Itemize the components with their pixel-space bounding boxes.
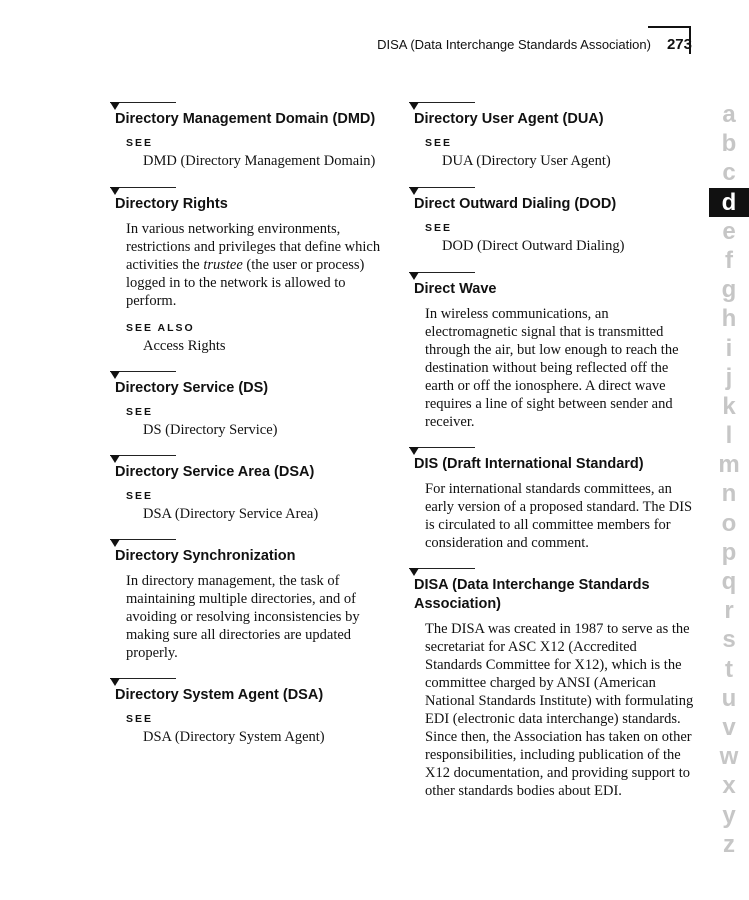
cross-reference: DOD (Direct Outward Dialing) [442, 238, 625, 254]
thumb-index-letter-f: f [725, 246, 733, 274]
thumb-index-letter-u: u [721, 684, 737, 712]
thumb-index-letter-g: g [721, 276, 737, 304]
entry-marker-icon [409, 272, 475, 273]
glossary-entry [110, 102, 400, 170]
thumb-index-letter-e: e [722, 217, 736, 245]
entry-definition: In various networking environments, restrictions and privileges that define which activities the trustee (the user or process) logged in to the network is allowed to perform. [126, 221, 381, 309]
cross-reference: DSA (Directory System Agent) [143, 729, 325, 745]
thumb-index-letter-s: s [722, 626, 736, 654]
thumb-index-letter-t: t [725, 655, 733, 683]
entry-title: DIS (Draft International Standard) [414, 456, 644, 472]
entry-marker-icon [110, 102, 176, 103]
entry-definition: For international standards committees, an early version of a proposed standard. The DIS is circulated to all committee members for consideration and comment. [425, 481, 693, 551]
emphasis-term: trustee [203, 257, 243, 273]
thumb-index [709, 100, 749, 859]
entry-title: Directory Synchronization [115, 548, 296, 564]
see-label: SEE [425, 137, 453, 149]
thumb-index-letter-l: l [725, 422, 733, 450]
thumb-index-letter-z: z [723, 830, 735, 858]
thumb-index-letter-b: b [721, 130, 737, 158]
see-label: SEE [126, 406, 154, 418]
thumb-index-letter-d: d [709, 188, 749, 217]
see-label: SEE [126, 713, 154, 725]
entry-marker-icon [409, 102, 475, 103]
entry-marker-icon [110, 539, 176, 540]
glossary-entry [409, 568, 699, 800]
entry-definition: The DISA was created in 1987 to serve as the secretariat for ASC X12 (Accredited Standards Committee for X12), which is the committee charged by ANSI (American National Standards Institute) with formulating EDI (electronic data interchange) standards. Since then, the Association has taken on other responsibilities, including publication of the X12 documentation, and providing support to other standards bodies about EDI. [425, 621, 694, 799]
glossary-entry [409, 272, 699, 431]
entry-marker-icon [409, 187, 475, 188]
glossary-entry [110, 678, 400, 746]
right-column [409, 102, 699, 800]
header-rule [648, 26, 691, 54]
thumb-index-letter-q: q [721, 568, 737, 595]
entry-title: Directory Service Area (DSA) [115, 464, 315, 480]
thumb-index-letter-y: y [722, 801, 736, 829]
see-label: SEE [425, 222, 453, 234]
running-header [377, 36, 692, 53]
glossary-entry [409, 187, 699, 255]
entry-marker-icon [110, 187, 176, 188]
cross-reference: DMD (Directory Management Domain) [143, 153, 376, 169]
entry-marker-icon [409, 447, 475, 448]
thumb-index-letter-m: m [718, 451, 740, 479]
see-label: SEE [126, 490, 154, 502]
thumb-index-letter-j: j [725, 363, 733, 391]
glossary-entry [409, 102, 699, 170]
thumb-index-letter-c: c [722, 159, 736, 187]
entry-title: Direct Outward Dialing (DOD) [414, 196, 617, 212]
thumb-index-letter-v: v [722, 713, 736, 741]
thumb-index-letter-h: h [721, 305, 737, 333]
entry-marker-icon [409, 568, 475, 569]
entry-title: Directory Service (DS) [115, 380, 269, 396]
entry-title: Directory Rights [115, 196, 228, 212]
thumb-index-letter-a: a [722, 101, 736, 128]
glossary-entry [409, 447, 699, 552]
glossary-entry [110, 371, 400, 439]
entry-marker-icon [110, 371, 176, 372]
glossary-entry [110, 455, 400, 523]
entry-title: DISA (Data Interchange Standards Association) [414, 577, 650, 612]
thumb-index-letter-x: x [722, 772, 736, 800]
thumb-index-letter-w: w [719, 743, 739, 771]
cross-reference: DSA (Directory Service Area) [143, 506, 319, 522]
entry-title: Direct Wave [414, 281, 497, 297]
entry-title: Directory System Agent (DSA) [115, 687, 324, 703]
see-label: SEE [126, 137, 154, 149]
thumb-index-letter-n: n [721, 480, 737, 508]
entry-definition: In wireless communications, an electromagnetic signal that is transmitted through the air, but low enough to reach the destination without being reflected off the earth or off the ionosphere. A direct wave requires a line of sight between sender and receiver. [425, 306, 679, 430]
see-also-label: SEE ALSO [126, 322, 195, 334]
entry-marker-icon [110, 678, 176, 679]
entry-definition: In directory management, the task of maintaining multiple directories, and of avoiding or resolving inconsistencies by making sure all directories are updated properly. [126, 573, 360, 661]
entry-title: Directory Management Domain (DMD) [115, 111, 376, 127]
thumb-index-letter-p: p [721, 538, 737, 566]
entry-marker-icon [110, 455, 176, 456]
left-column [110, 102, 400, 746]
cross-reference: DS (Directory Service) [143, 422, 278, 438]
running-header-title: DISA (Data Interchange Standards Association) [377, 37, 651, 52]
glossary-entry [110, 187, 400, 355]
thumb-index-letter-r: r [724, 597, 734, 625]
page-number: 273 [666, 36, 692, 53]
entry-title: Directory User Agent (DUA) [414, 111, 604, 127]
cross-reference: DUA (Directory User Agent) [442, 153, 611, 169]
cross-reference: Access Rights [143, 338, 226, 354]
thumb-index-letter-i: i [725, 334, 733, 362]
thumb-index-letter-k: k [722, 392, 736, 420]
glossary-entry [110, 539, 400, 662]
thumb-index-letter-o: o [721, 509, 737, 537]
